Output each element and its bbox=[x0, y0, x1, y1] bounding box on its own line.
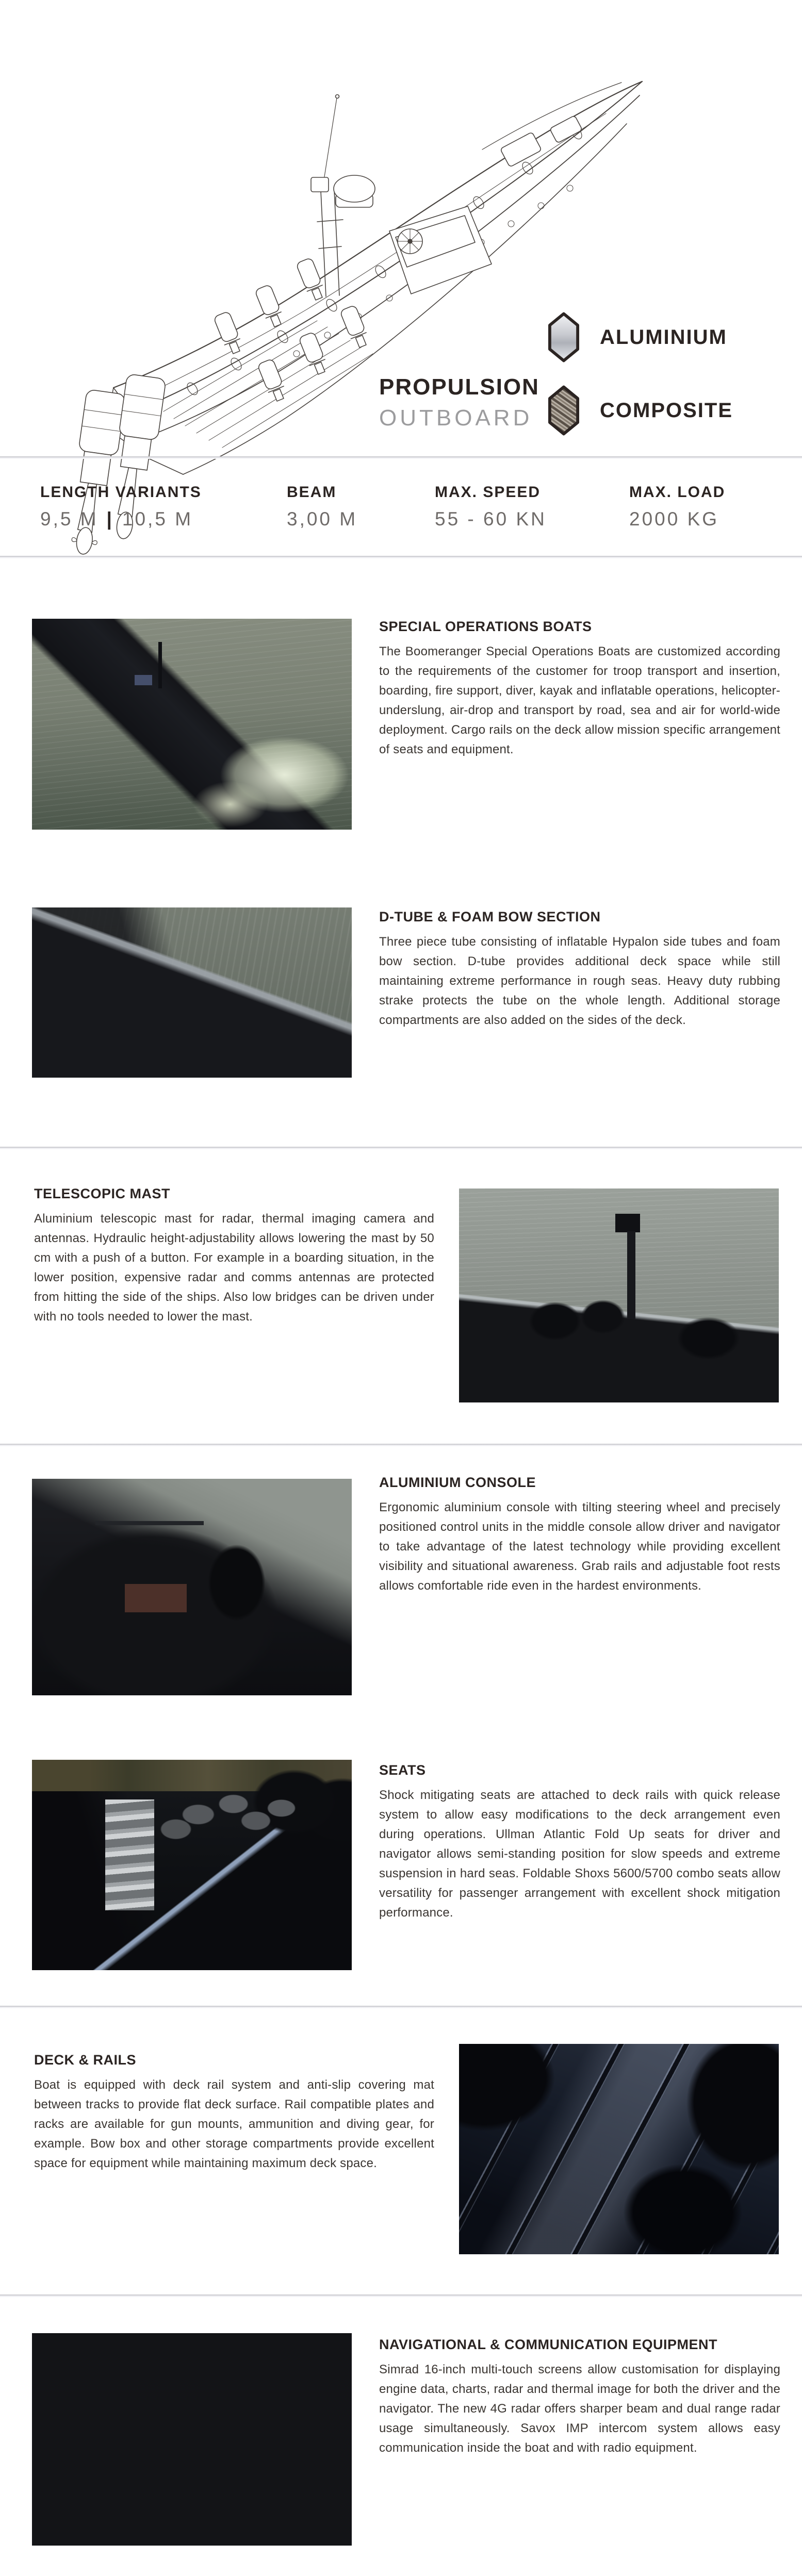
photo-shock-mitigating-seats bbox=[32, 1760, 352, 1970]
composite-hexagon-icon bbox=[548, 385, 579, 436]
photo-telescopic-mast bbox=[459, 1188, 779, 1402]
legend-label-composite: COMPOSITE bbox=[600, 399, 733, 422]
section-body: Boat is equipped with deck rail system and anti-slip covering mat between tracks to provide flat deck surface. Rail compatible plates and racks are available for gun mounts, ammunition and diving gear, for example. Bow box and other storage compartments provide excellent space for equipment while maintaining maximum deck space. bbox=[34, 2078, 434, 2170]
photo-navigation-screens bbox=[32, 2333, 352, 2546]
section-body: Shock mitigating seats are attached to deck rails with quick release system to allow easy modifications to the deck arrangement even during operations. Ullman Atlantic Fold Up seats for driver and navigator allows semi-standing position for slow speeds and extreme suspension in hard seas. Foldable Shoxs 5600/5700 combo seats allow versatility for passenger arrangement with excellent shock mitigation performance. bbox=[379, 1788, 780, 1920]
section-title: ALUMINIUM CONSOLE bbox=[379, 1475, 536, 1490]
section-body: Three piece tube consisting of inflatable Hypalon side tubes and foam bow section. D-tube provides additional deck space while still maintaining extreme performance in rough seas. Heavy duty rubbing strake protects the tube on the whole length. Additional storage compartments are also added on the sides of the deck. bbox=[379, 935, 780, 1027]
divider bbox=[0, 2294, 802, 2296]
spec-label: MAX. LOAD bbox=[629, 484, 726, 501]
section-title: TELESCOPIC MAST bbox=[34, 1186, 171, 1201]
spec-value: 55 - 60 KN bbox=[435, 508, 547, 530]
spec-label: LENGTH VARIANTS bbox=[40, 484, 202, 501]
divider bbox=[0, 556, 802, 557]
spec-value-b: 10,5 M bbox=[122, 508, 193, 530]
photo-deck-rails bbox=[459, 2044, 779, 2254]
propulsion-label: PROPULSION bbox=[379, 374, 539, 400]
divider bbox=[0, 456, 802, 458]
legend-item-aluminium bbox=[548, 311, 733, 363]
materials-legend bbox=[548, 311, 733, 436]
spec-max-load bbox=[629, 484, 725, 530]
spec-max-speed bbox=[435, 484, 547, 530]
spec-label: MAX. SPEED bbox=[435, 484, 541, 501]
spec-value-a: 9,5 M bbox=[40, 508, 99, 530]
section-body: Ergonomic aluminium console with tilting steering wheel and precisely positioned control units in the middle console allow driver and navigator to take advantage of the latest technology while providing excellent visibility and situational awareness. Grab rails and adjustable foot rests allows comfortable ride even in the hardest environments. bbox=[379, 1500, 780, 1593]
spec-value bbox=[40, 508, 202, 530]
legend-label-aluminium: ALUMINIUM bbox=[600, 325, 727, 349]
aluminium-hexagon-icon bbox=[548, 311, 579, 363]
divider bbox=[0, 2006, 802, 2007]
spec-value: 2000 KG bbox=[629, 508, 719, 530]
section-body: Simrad 16-inch multi-touch screens allow customisation for displaying engine data, charts, radar and thermal image for both the driver and the navigator. The new 4G radar offers sharper beam and dual range radar usage simultaneously. Savox IMP intercom system allows easy communication inside the boat and with radio equipment. bbox=[379, 2363, 780, 2455]
divider bbox=[0, 1147, 802, 1148]
section-title: D-TUBE & FOAM BOW SECTION bbox=[379, 909, 601, 924]
section-title: NAVIGATIONAL & COMMUNICATION EQUIPMENT bbox=[379, 2337, 717, 2352]
spec-label: BEAM bbox=[287, 484, 337, 501]
propulsion-block bbox=[379, 374, 539, 431]
photo-aluminium-console bbox=[32, 1479, 352, 1695]
section-title: DECK & RAILS bbox=[34, 2052, 137, 2068]
photo-foam-bow-section bbox=[32, 907, 352, 1078]
section-title: SPECIAL OPERATIONS BOATS bbox=[379, 619, 592, 634]
propulsion-value: OUTBOARD bbox=[379, 405, 533, 431]
photo-special-operations-boat bbox=[32, 619, 352, 830]
spec-value: 3,00 M bbox=[287, 508, 358, 530]
section-body: The Boomeranger Special Operations Boats are customized according to the requirements of the customer for troop transport and insertion, boarding, fire support, diver, kayak and inflatable operations, helicopter-underslung, air-drop and transport by road, sea and air for world-wide deployment. Cargo rails on the deck allow mission specific arrangement of seats and equipment. bbox=[379, 645, 780, 756]
section-body: Aluminium telescopic mast for radar, thermal imaging camera and antennas. Hydraulic height-adjustability allows lowering the mast by 50 cm with a push of a button. For example in a boarding situation, in the lower position, expensive radar and comms antennas are protected from hitting the side of the ships. Also low bridges can be driven under with no tools needed to lower the mast. bbox=[34, 1212, 434, 1324]
spec-beam bbox=[287, 484, 357, 530]
legend-item-composite bbox=[548, 385, 733, 436]
section-title: SEATS bbox=[379, 1762, 426, 1778]
spec-value-separator: | bbox=[106, 508, 114, 530]
divider bbox=[0, 1444, 802, 1445]
spec-length-variants bbox=[40, 484, 202, 530]
